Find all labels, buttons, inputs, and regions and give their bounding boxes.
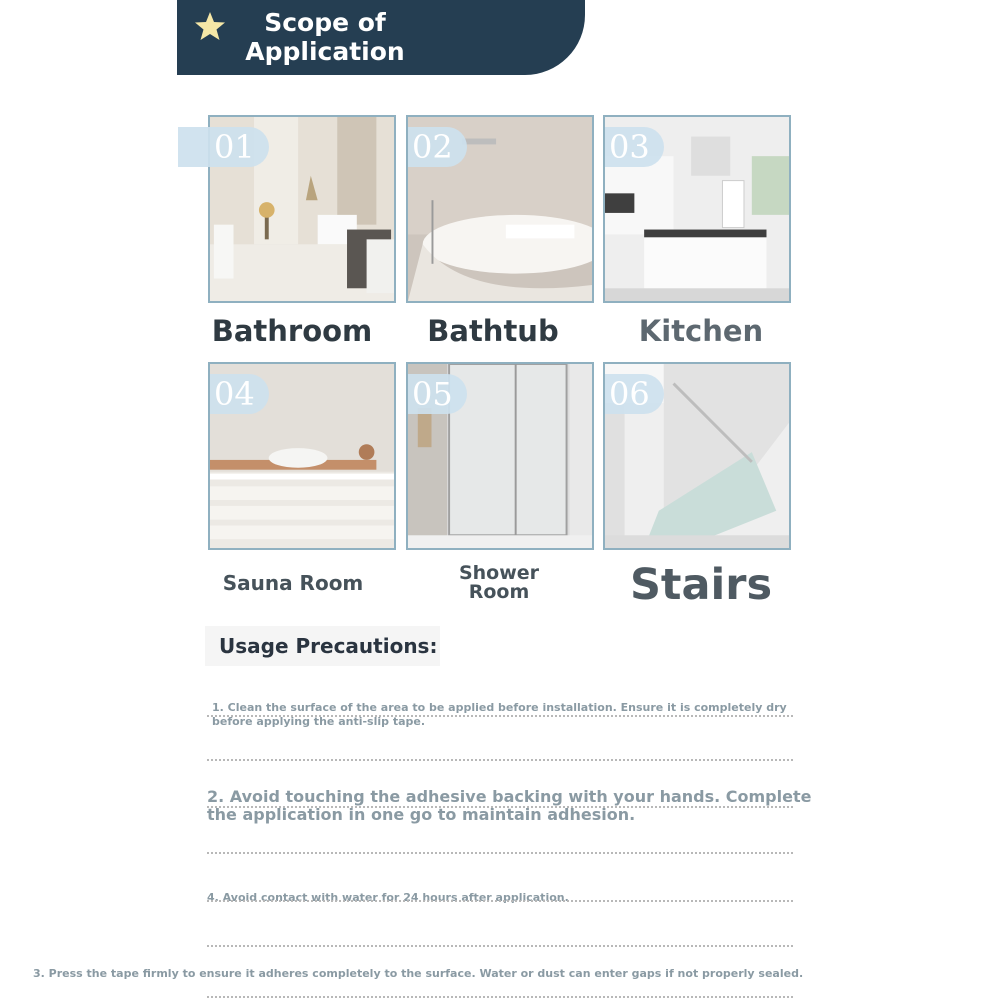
badge-03: 03 <box>605 127 664 167</box>
page-title <box>237 8 413 66</box>
label-sauna-room: Sauna Room <box>222 571 364 595</box>
label-stairs: Stairs <box>629 560 773 610</box>
precaution-4: 4. Avoid contact with water for 24 hours after application. <box>207 891 569 904</box>
label-bathtub: Bathtub <box>427 314 559 348</box>
divider <box>207 900 793 902</box>
title-line-1: Scope of <box>264 8 386 37</box>
divider <box>207 715 793 717</box>
tile-kitchen <box>603 115 791 303</box>
precaution-2-line-2: the application in one go to maintain adhesion. <box>207 805 636 824</box>
badge-06: 06 <box>605 374 664 414</box>
title-line-2: Application <box>245 37 405 66</box>
divider <box>207 945 793 947</box>
tile-bathtub <box>406 115 594 303</box>
badge-01: 01 <box>178 127 269 167</box>
label-shower-line-1: Shower <box>458 562 540 584</box>
label-bathroom: Bathroom <box>211 314 373 348</box>
divider <box>207 996 793 998</box>
divider <box>207 759 793 761</box>
divider <box>207 806 793 808</box>
label-shower-room <box>406 564 592 602</box>
precaution-2-line-1: 2. Avoid touching the adhesive backing with your hands. Complete <box>207 787 812 806</box>
precaution-1-line-2: before applying the anti-slip tape. <box>212 715 426 728</box>
badge-04: 04 <box>210 374 269 414</box>
header-banner <box>177 0 585 75</box>
precautions-heading: Usage Precautions: <box>205 626 440 666</box>
tile-sauna-room <box>208 362 396 550</box>
divider <box>207 852 793 854</box>
tile-bathroom <box>208 115 396 303</box>
tile-shower-room <box>406 362 594 550</box>
precaution-3: 3. Press the tape firmly to ensure it adheres completely to the surface. Water or dust can enter gaps if not properly sealed. <box>33 967 804 980</box>
label-shower-line-2: Room <box>468 581 530 603</box>
star-icon <box>194 10 226 42</box>
badge-05: 05 <box>408 374 467 414</box>
label-kitchen: Kitchen <box>638 314 764 348</box>
precaution-1-line-1: 1. Clean the surface of the area to be applied before installation. Ensure it is completely dry <box>212 701 787 714</box>
tile-stairs <box>603 362 791 550</box>
badge-02: 02 <box>408 127 467 167</box>
